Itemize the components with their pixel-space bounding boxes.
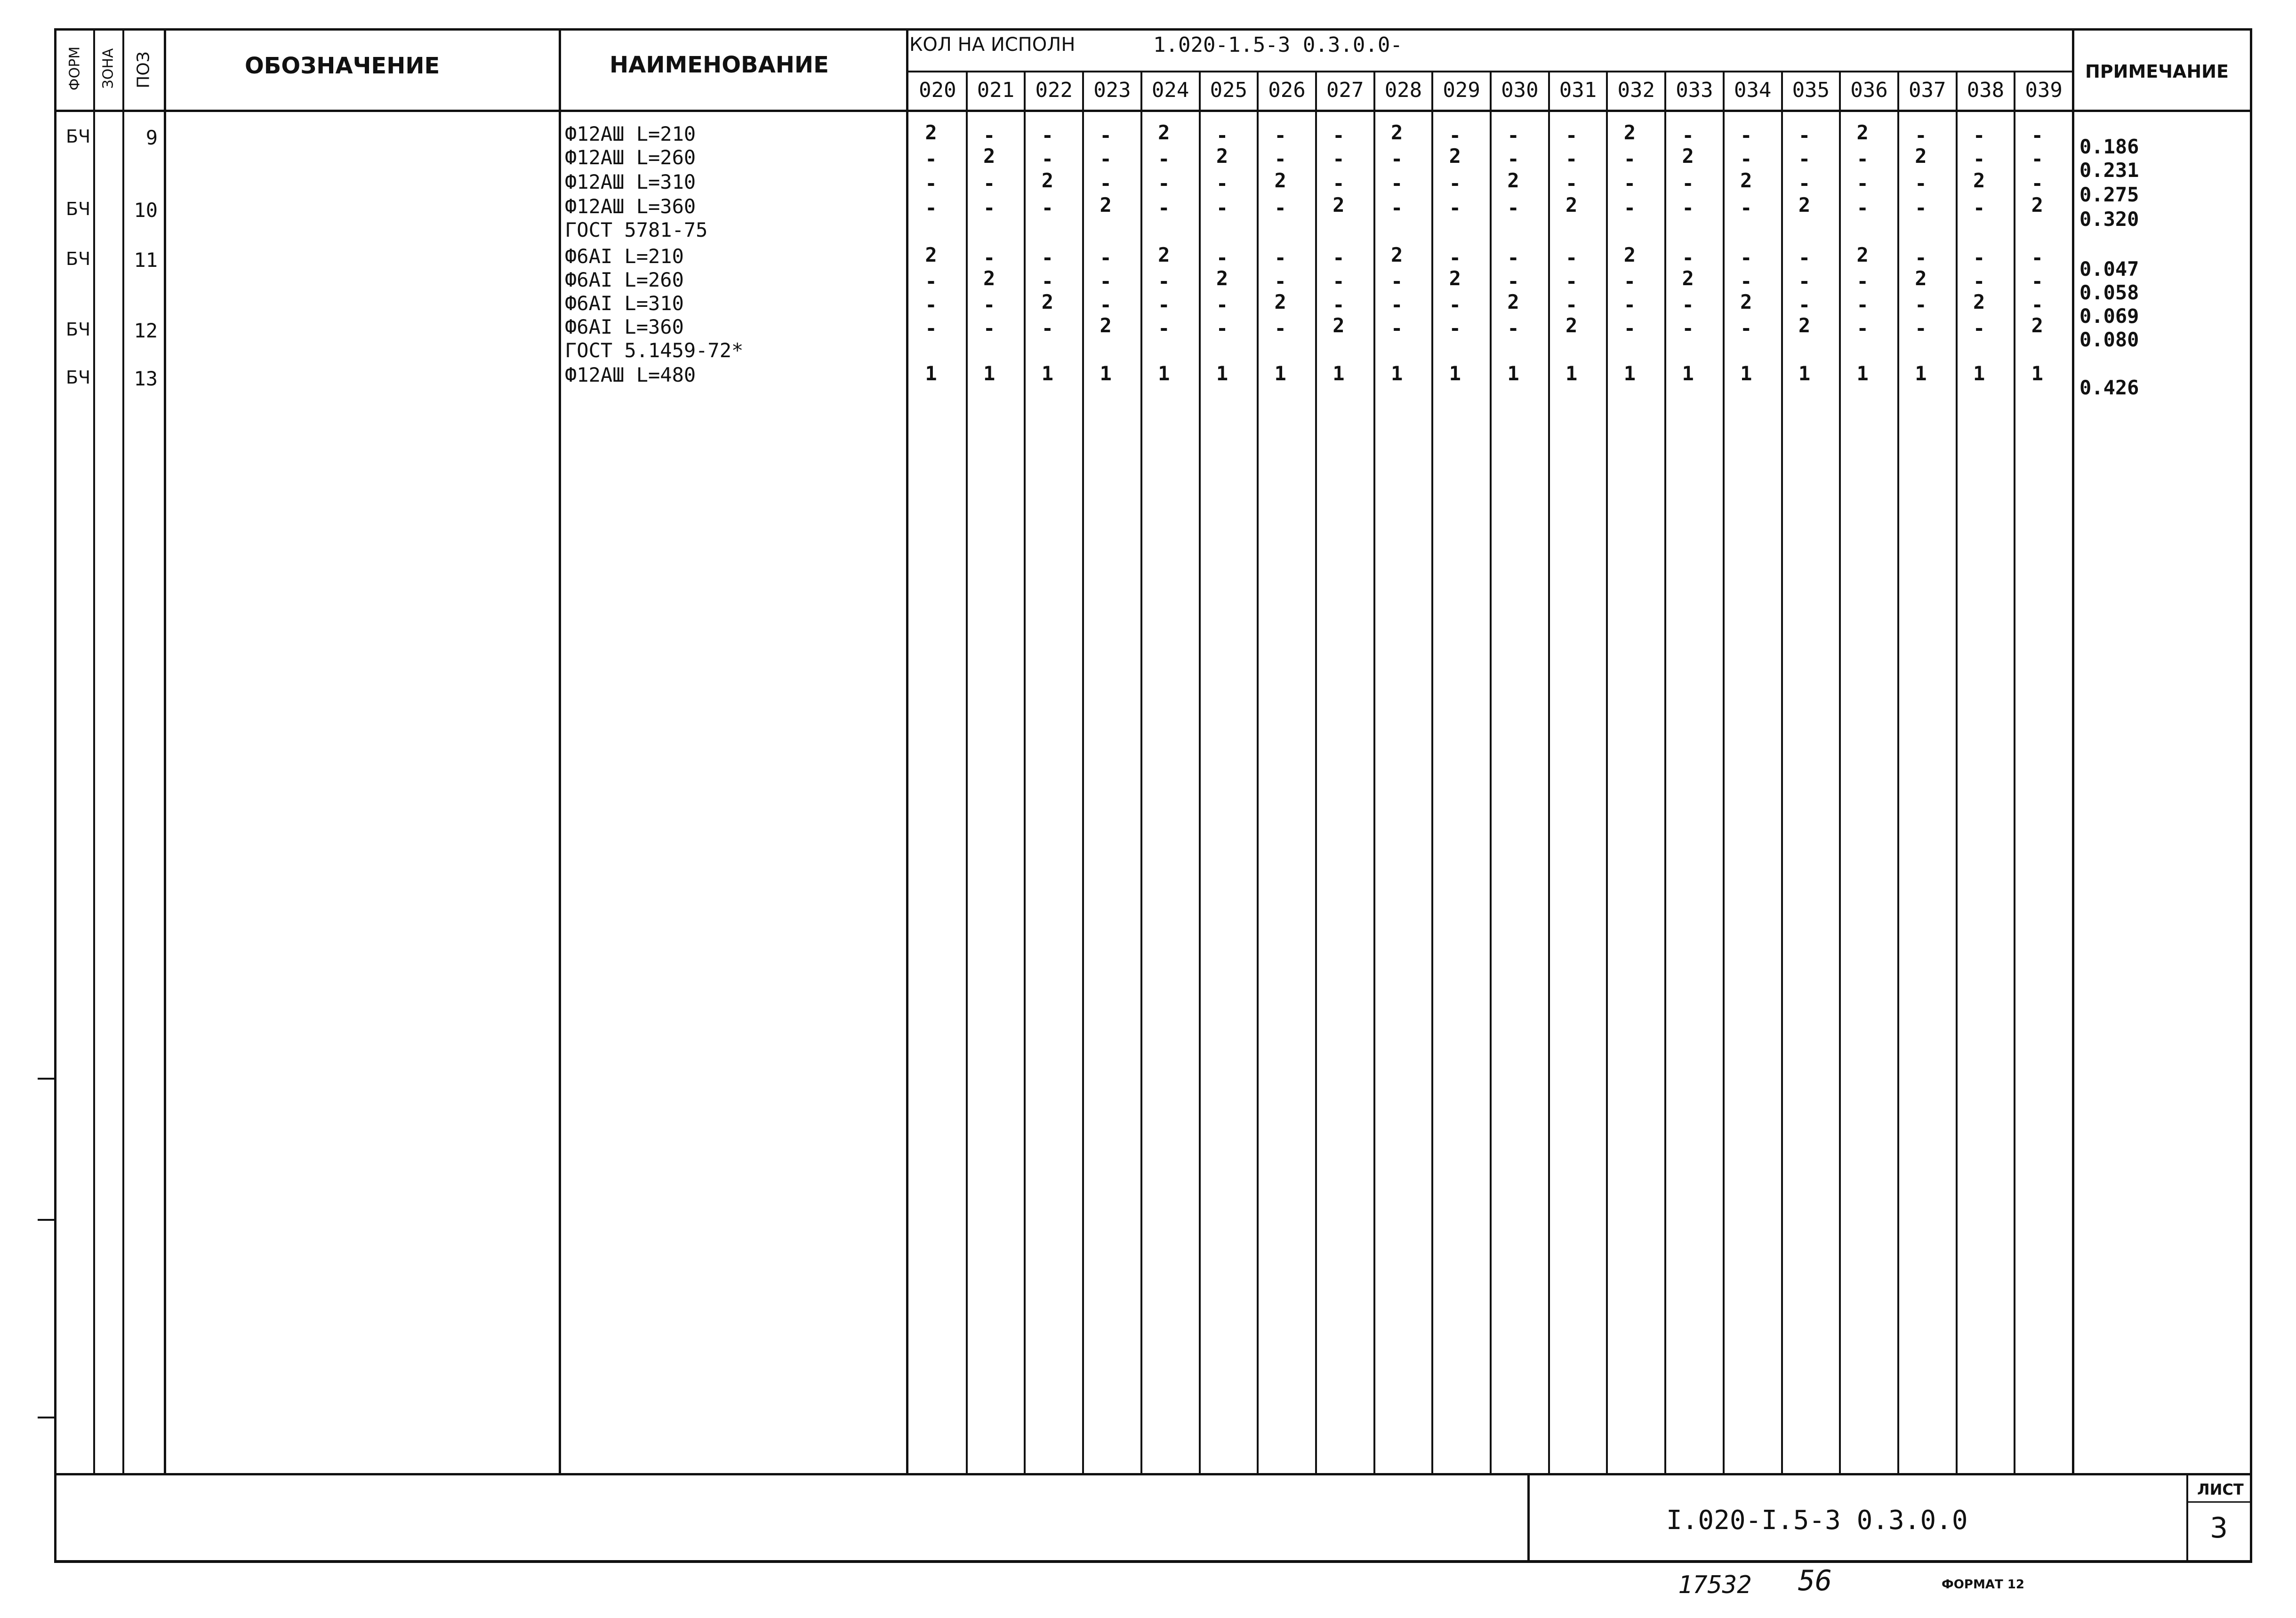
qty-cell: 1 [1390,362,1403,385]
qty-cell: - [1274,270,1286,293]
qty-cell: - [1856,293,1869,316]
format-text: ФОРМАТ 12 [1942,1578,2024,1592]
variant-header-023: 023 [1093,78,1131,102]
qty-cell: 1 [983,362,995,385]
qty-cell: 2 [925,243,937,266]
qty-cell: - [1216,172,1228,195]
variant-col-line [1199,72,1201,1474]
variant-col-line [966,72,968,1474]
variant-col-line [1956,72,1958,1474]
variant-col-line [1431,72,1433,1474]
qty-cell: - [1798,270,1811,293]
row-position: 10 [134,199,158,222]
qty-cell: - [1449,293,1461,316]
qty-cell: - [1390,147,1403,170]
qty-cell: - [1798,124,1811,147]
pos-header: ПОЗ [134,51,153,88]
qty-cell: - [1973,147,1985,170]
qty-cell: 1 [1565,362,1578,385]
variant-header-039: 039 [2025,78,2063,102]
qty-cell: 2 [2031,193,2043,216]
qty-cell: 2 [1041,169,1054,192]
qty-cell: - [1041,317,1054,340]
qty-cell: - [1740,317,1752,340]
qty-cell: - [925,196,937,219]
row-name: Ф6АI L=260 [565,268,684,291]
qty-cell: - [1390,270,1403,293]
variant-header-033: 033 [1676,78,1713,102]
variant-col-line [1897,72,1899,1474]
qty-cell: - [1682,246,1694,269]
qty-cell: - [1973,246,1985,269]
note-header: ПРИМЕЧАНИЕ [2085,61,2229,82]
row-position: 11 [134,248,158,272]
qty-cell: - [1565,172,1578,195]
row-position: 12 [134,319,158,342]
row-note: 0.320 [2079,208,2139,231]
qty-cell: - [1682,317,1694,340]
qty-cell: - [1740,270,1752,293]
row-note: 0.047 [2079,257,2139,280]
qty-cell: - [1100,147,1112,170]
qty-cell: - [1623,293,1636,316]
variant-header-038: 038 [1967,78,2005,102]
variant-header-036: 036 [1850,78,1888,102]
qty-cell: - [2031,293,2043,316]
qty-cell: - [1623,270,1636,293]
variant-col-line [1140,72,1142,1474]
qty-cell: 2 [1041,290,1054,313]
row-note: 0.231 [2079,159,2139,182]
qty-cell: - [1274,246,1286,269]
margin-tick [38,1078,56,1080]
variant-header-037: 037 [1908,78,1946,102]
row-note: 0.426 [2079,376,2139,399]
qty-cell: - [983,124,995,147]
qty-cell: - [1565,293,1578,316]
variant-header-027: 027 [1326,78,1364,102]
row-position: 13 [134,367,158,390]
qty-cell: 1 [1274,362,1286,385]
qty-cell: 2 [1507,169,1519,192]
qty-cell: 2 [1973,290,1985,313]
qty-cell: - [1623,196,1636,219]
row-note: 0.080 [2079,328,2139,351]
qty-cell: - [1507,270,1519,293]
variant-header-026: 026 [1268,78,1306,102]
row-format: БЧ [66,199,91,219]
qty-cell: - [983,317,995,340]
qty-cell: 2 [1856,121,1869,144]
qty-cell: - [1158,172,1170,195]
qty-cell: 2 [1274,169,1286,192]
sheet-number: 3 [2210,1512,2228,1545]
qty-cell: - [983,172,995,195]
row-note: 0.058 [2079,281,2139,304]
qty-cell: - [983,196,995,219]
qty-cell: - [1449,317,1461,340]
qty-cell: - [1623,147,1636,170]
variant-col-line [1257,72,1259,1474]
variant-header-022: 022 [1035,78,1073,102]
qty-cell: 2 [1390,243,1403,266]
qty-cell: 2 [1798,314,1811,337]
qty-cell: - [1274,124,1286,147]
qty-cell: 2 [1274,290,1286,313]
col-line-note [2072,28,2074,1474]
doc-prefix: 1.020-1.5-3 0.3.0.0- [1153,33,1403,57]
qty-cell: - [1041,270,1054,293]
qty-cell: 2 [1565,314,1578,337]
stamp-sheet-left-line [2186,1473,2188,1562]
variant-header-030: 030 [1501,78,1539,102]
qty-cell: - [1507,317,1519,340]
row-name: Ф12АШ L=310 [565,170,696,193]
qty-cell: - [1390,293,1403,316]
qty-cell: 2 [1740,169,1752,192]
qty-cell: - [2031,246,2043,269]
qty-cell: 2 [1333,314,1345,337]
qty-cell: - [1565,270,1578,293]
row-name: ГОСТ 5781-75 [565,218,708,241]
margin-tick [38,1219,56,1221]
variant-header-020: 020 [919,78,956,102]
qty-cell: - [1565,246,1578,269]
qty-cell: - [1507,246,1519,269]
row-format: БЧ [66,248,91,269]
qty-cell: 2 [1333,193,1345,216]
qty-cell: - [1158,293,1170,316]
row-name: ГОСТ 5.1459-72* [565,339,744,362]
qty-cell: - [1915,172,1927,195]
variant-col-line [1606,72,1608,1474]
qty-cell: 2 [983,267,995,290]
row-format: БЧ [66,126,91,147]
qty-cell: - [1449,196,1461,219]
qty-cell: - [925,317,937,340]
qty-cell: - [1100,172,1112,195]
qty-cell: - [1915,124,1927,147]
qty-cell: - [1798,293,1811,316]
qty-cell: 2 [1216,144,1228,168]
row-name: Ф6АI L=310 [565,292,684,315]
variant-header-024: 024 [1151,78,1189,102]
qty-cell: - [1158,147,1170,170]
row-name: Ф12АШ L=210 [565,122,696,145]
qty-cell: - [1274,317,1286,340]
frame-left-line [54,28,56,1562]
qty-cell: - [1856,147,1869,170]
qty-cell: 1 [1449,362,1461,385]
qty-cell: - [1740,124,1752,147]
qty-cell: 1 [1798,362,1811,385]
qty-cell: - [1507,196,1519,219]
qty-cell: - [1973,124,1985,147]
qty-cell: - [1158,270,1170,293]
variant-col-line [1548,72,1550,1474]
qty-cell: - [1565,147,1578,170]
qty-cell: 2 [1449,144,1461,168]
qty-cell: 2 [1507,290,1519,313]
row-note: 0.275 [2079,183,2139,206]
qty-cell: - [1333,172,1345,195]
qty-cell: - [1915,196,1927,219]
qty-cell: - [1274,147,1286,170]
variant-col-line [1839,72,1841,1474]
designation-header: ОБОЗНАЧЕНИЕ [245,53,440,79]
qty-cell: - [1973,317,1985,340]
qty-cell: 1 [1740,362,1752,385]
qty-cell: - [1798,147,1811,170]
table-bottom-line [54,1473,2252,1475]
qty-cell: 2 [925,121,937,144]
qty-cell: - [1507,147,1519,170]
variant-header-028: 028 [1384,78,1422,102]
qty-cell: - [1740,246,1752,269]
qty-cell: - [1915,293,1927,316]
qty-cell: 2 [1100,193,1112,216]
qty-cell: - [1856,196,1869,219]
frame-bottom-line [54,1560,2252,1563]
qty-cell: 2 [2031,314,2043,337]
qty-cell: - [925,172,937,195]
row-note: 0.069 [2079,304,2139,328]
qty-cell: - [2031,124,2043,147]
qty-cell: 2 [1856,243,1869,266]
variant-col-line [1315,72,1317,1474]
col-line-pos [122,28,124,1474]
row-name: Ф6АI L=210 [565,245,684,268]
qty-cell: 1 [1973,362,1985,385]
stamp-doc-code: I.020-I.5-3 0.3.0.0 [1666,1505,1968,1536]
variant-col-line [1082,72,1084,1474]
qty-cell: - [1333,270,1345,293]
qty-cell: - [1390,172,1403,195]
row-position: 9 [145,126,158,149]
qty-cell: 2 [1623,121,1636,144]
qty-cell: - [1682,293,1694,316]
qty-cell: - [983,293,995,316]
qty-cell: 2 [1100,314,1112,337]
qty-cell: 2 [1682,267,1694,290]
variant-header-025: 025 [1210,78,1248,102]
qty-cell: - [1507,124,1519,147]
qty-cell: - [1682,172,1694,195]
qty-cell: - [925,147,937,170]
qty-cell: - [1158,196,1170,219]
qty-cell: - [983,246,995,269]
qty-cell: 2 [1915,267,1927,290]
format-header: ФОРМ [66,46,83,91]
qty-cell: - [1390,196,1403,219]
qty-cell: - [1333,124,1345,147]
variant-header-034: 034 [1734,78,1772,102]
qty-cell: - [2031,270,2043,293]
qty-cell: - [1915,317,1927,340]
row-name: Ф6АI L=360 [565,315,684,338]
qty-cell: - [1623,172,1636,195]
header-bottom-line [54,110,2252,112]
qty-cell: - [1216,293,1228,316]
qty-cell: - [1623,317,1636,340]
page-number: 56 [1798,1564,1832,1597]
qty-cell: - [1565,124,1578,147]
qty-cell: - [1100,270,1112,293]
qty-cell: - [1915,246,1927,269]
name-header: НАИМЕНОВАНИЕ [610,52,829,78]
qty-cell: 1 [1333,362,1345,385]
qty-cell: 1 [1507,362,1519,385]
variant-col-line [1024,72,1026,1474]
qty-cell: - [925,270,937,293]
qty-cell: 2 [1740,290,1752,313]
qty-cell: - [1798,246,1811,269]
col-line-qty-start [906,28,908,1474]
qty-cell: 2 [1798,193,1811,216]
qty-cell: 2 [1915,144,1927,168]
margin-tick [38,1417,56,1418]
qty-cell: - [1158,317,1170,340]
qty-cell: - [925,293,937,316]
qty-cell: - [1798,172,1811,195]
qty-cell: - [1100,293,1112,316]
qty-cell: 2 [1449,267,1461,290]
qty-cell: - [1100,246,1112,269]
qty-cell: - [1682,124,1694,147]
qty-cell: - [1216,124,1228,147]
frame-top-line [54,28,2252,31]
qty-cell: - [1333,147,1345,170]
inventory-number: 17532 [1678,1571,1752,1599]
qty-cell: - [1041,147,1054,170]
qty-cell: - [1449,172,1461,195]
col-line-designation [164,28,166,1474]
qty-cell: - [1216,196,1228,219]
variant-col-line [1373,72,1375,1474]
qty-cell: - [1973,196,1985,219]
qty-cell: - [1682,196,1694,219]
qty-cell: - [2031,147,2043,170]
qty-cell: - [1390,317,1403,340]
qty-cell: 1 [1623,362,1636,385]
qty-cell: - [1333,246,1345,269]
qty-cell: - [1740,196,1752,219]
row-name: Ф12АШ L=260 [565,146,696,169]
qty-cell: 2 [1158,121,1170,144]
qty-cell: 2 [1973,169,1985,192]
qty-cell: 2 [1565,193,1578,216]
qty-cell: - [1333,293,1345,316]
variant-col-line [1781,72,1783,1474]
variant-header-032: 032 [1617,78,1655,102]
qty-cell: - [1973,270,1985,293]
variant-col-line [2014,72,2015,1474]
qty-cell: 1 [1915,362,1927,385]
variant-header-035: 035 [1792,78,1830,102]
qty-cell: - [1041,124,1054,147]
row-format: БЧ [66,319,91,340]
sheet-label: ЛИСТ [2197,1481,2244,1498]
qty-cell: - [1041,196,1054,219]
qty-cell: - [1449,246,1461,269]
qty-cell: 1 [1856,362,1869,385]
qty-cell: - [1041,246,1054,269]
row-format: БЧ [66,367,91,388]
qty-cell: 2 [1682,144,1694,168]
qty-cell: - [1100,124,1112,147]
qty-cell: - [1856,172,1869,195]
qty-cell: 1 [1216,362,1228,385]
qty-cell: 2 [1390,121,1403,144]
variant-header-031: 031 [1559,78,1597,102]
row-name: Ф12АШ L=360 [565,195,696,218]
qty-cell: 1 [1682,362,1694,385]
variant-col-line [1490,72,1492,1474]
col-line-zone [93,28,95,1474]
qty-cell: - [1216,317,1228,340]
qty-header: КОЛ НА ИСПОЛН [909,34,1076,56]
row-name: Ф12АШ L=480 [565,363,696,386]
qty-cell: 2 [983,144,995,168]
qty-cell: - [1856,317,1869,340]
qty-cell: 1 [925,362,937,385]
stamp-sheet-divider [2186,1501,2252,1503]
qty-cell: - [1856,270,1869,293]
qty-cell: - [2031,172,2043,195]
qty-cell: 1 [1100,362,1112,385]
col-line-name [559,28,561,1474]
variant-col-line [1723,72,1725,1474]
qty-cell: - [1216,246,1228,269]
qty-cell: 2 [1623,243,1636,266]
qty-cell: 2 [1158,243,1170,266]
qty-cell: 1 [2031,362,2043,385]
variant-col-line [1664,72,1666,1474]
variant-header-021: 021 [977,78,1015,102]
frame-right-line [2250,28,2252,1562]
row-note: 0.186 [2079,135,2139,158]
qty-cell: 2 [1216,267,1228,290]
stamp-left-line [1527,1473,1530,1562]
qty-cell: 1 [1158,362,1170,385]
qty-cell: - [1740,147,1752,170]
qty-cell: 1 [1041,362,1054,385]
variant-header-029: 029 [1443,78,1480,102]
qty-cell: - [1274,196,1286,219]
qty-cell: - [1449,124,1461,147]
zone-header: ЗОНА [100,48,117,89]
